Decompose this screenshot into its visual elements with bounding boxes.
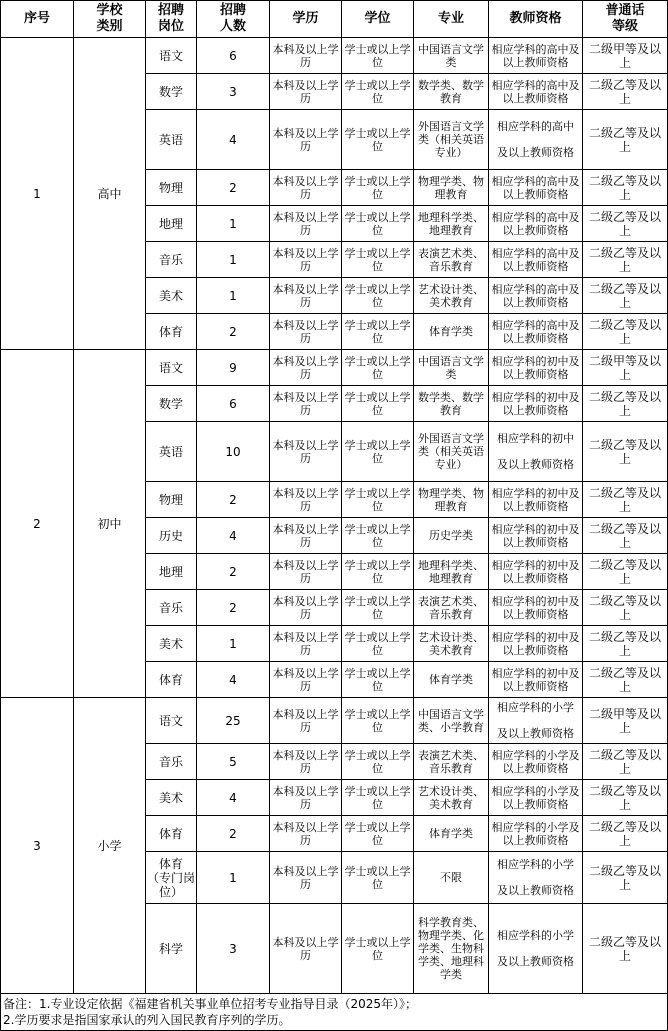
count-cell: 1 xyxy=(197,242,270,278)
table-body xyxy=(1,38,668,994)
education-cell: 本科及以上学历 xyxy=(270,170,342,206)
teacher-cert-cell: 相应学科的小学及以上教师资格 xyxy=(489,816,583,852)
table-row xyxy=(1,698,668,744)
count-cell: 2 xyxy=(197,816,270,852)
teacher-cert-cell: 相应学科的小学 及以上教师资格 xyxy=(489,698,583,744)
mandarin-cell: 二级乙等及以上 xyxy=(583,518,668,554)
count-cell: 2 xyxy=(197,482,270,518)
post-cell: 体育 xyxy=(146,662,197,698)
count-cell: 2 xyxy=(197,170,270,206)
teacher-cert-cell: 相应学科的高中及以上教师资格 xyxy=(489,242,583,278)
degree-cell: 学士或以上学位 xyxy=(342,74,414,110)
count-cell: 3 xyxy=(197,904,270,994)
major-cell: 艺术设计类、美术教育 xyxy=(414,278,489,314)
education-cell: 本科及以上学历 xyxy=(270,816,342,852)
mandarin-cell: 二级甲等及以上 xyxy=(583,350,668,386)
school-type: 初中 xyxy=(74,350,146,698)
count-cell: 4 xyxy=(197,518,270,554)
post-cell: 语文 xyxy=(146,698,197,744)
teacher-cert-cell: 相应学科的高中及以上教师资格 xyxy=(489,170,583,206)
count-cell: 25 xyxy=(197,698,270,744)
mandarin-cell: 二级甲等及以上 xyxy=(583,38,668,74)
major-cell: 物理学类、物理教育 xyxy=(414,482,489,518)
teacher-cert-cell: 相应学科的小学 及以上教师资格 xyxy=(489,852,583,904)
header-teacher-cert: 教师资格 xyxy=(489,1,583,38)
major-cell: 物理学类、物理教育 xyxy=(414,170,489,206)
school-type: 高中 xyxy=(74,38,146,350)
education-cell: 本科及以上学历 xyxy=(270,278,342,314)
teacher-cert-cell: 相应学科的初中及以上教师资格 xyxy=(489,662,583,698)
education-cell: 本科及以上学历 xyxy=(270,852,342,904)
header-mandarin: 普通话 等级 xyxy=(583,1,668,38)
mandarin-cell: 二级乙等及以上 xyxy=(583,242,668,278)
degree-cell: 学士或以上学位 xyxy=(342,904,414,994)
education-cell: 本科及以上学历 xyxy=(270,314,342,350)
mandarin-cell: 二级乙等及以上 xyxy=(583,386,668,422)
mandarin-cell: 二级乙等及以上 xyxy=(583,278,668,314)
degree-cell: 学士或以上学位 xyxy=(342,206,414,242)
table-row xyxy=(1,350,668,386)
header-count: 招聘 人数 xyxy=(197,1,270,38)
post-cell: 语文 xyxy=(146,350,197,386)
teacher-cert-cell: 相应学科的初中及以上教师资格 xyxy=(489,554,583,590)
post-cell: 地理 xyxy=(146,206,197,242)
education-cell: 本科及以上学历 xyxy=(270,350,342,386)
major-cell: 外国语言文学类（相关英语专业） xyxy=(414,422,489,482)
education-cell: 本科及以上学历 xyxy=(270,242,342,278)
education-cell: 本科及以上学历 xyxy=(270,38,342,74)
note-line: 备注：1.专业设定依据《福建省机关事业单位招考专业指导目录（2025年）》； xyxy=(3,997,417,1011)
major-cell: 中国语言文学类、小学教育 xyxy=(414,698,489,744)
degree-cell: 学士或以上学位 xyxy=(342,518,414,554)
major-cell: 数学类、数学教育 xyxy=(414,74,489,110)
post-cell: 数学 xyxy=(146,74,197,110)
mandarin-cell: 二级乙等及以上 xyxy=(583,74,668,110)
mandarin-cell: 二级乙等及以上 xyxy=(583,206,668,242)
school-type: 小学 xyxy=(74,698,146,994)
header-major: 专业 xyxy=(414,1,489,38)
teacher-cert-cell: 相应学科的初中及以上教师资格 xyxy=(489,518,583,554)
post-cell: 英语 xyxy=(146,110,197,170)
post-cell: 美术 xyxy=(146,278,197,314)
teacher-cert-cell: 相应学科的高中 及以上教师资格 xyxy=(489,110,583,170)
post-cell: 物理 xyxy=(146,170,197,206)
education-cell: 本科及以上学历 xyxy=(270,482,342,518)
count-cell: 4 xyxy=(197,110,270,170)
count-cell: 1 xyxy=(197,852,270,904)
major-cell: 不限 xyxy=(414,852,489,904)
post-cell: 音乐 xyxy=(146,590,197,626)
major-cell: 地理科学类、地理教育 xyxy=(414,554,489,590)
teacher-cert-cell: 相应学科的小学及以上教师资格 xyxy=(489,780,583,816)
row-number: 3 xyxy=(1,698,74,994)
major-cell: 艺术设计类、美术教育 xyxy=(414,780,489,816)
teacher-cert-cell: 相应学科的高中及以上教师资格 xyxy=(489,206,583,242)
mandarin-cell: 二级甲等及以上 xyxy=(583,698,668,744)
education-cell: 本科及以上学历 xyxy=(270,744,342,780)
teacher-cert-cell: 相应学科的高中及以上教师资格 xyxy=(489,278,583,314)
post-cell: 英语 xyxy=(146,422,197,482)
education-cell: 本科及以上学历 xyxy=(270,386,342,422)
teacher-cert-cell: 相应学科的初中及以上教师资格 xyxy=(489,590,583,626)
degree-cell: 学士或以上学位 xyxy=(342,386,414,422)
post-cell: 体育 xyxy=(146,816,197,852)
header-degree: 学位 xyxy=(342,1,414,38)
mandarin-cell: 二级乙等及以上 xyxy=(583,314,668,350)
header-education: 学历 xyxy=(270,1,342,38)
mandarin-cell: 二级乙等及以上 xyxy=(583,904,668,994)
major-cell: 外国语言文学类（相关英语专业） xyxy=(414,110,489,170)
education-cell: 本科及以上学历 xyxy=(270,518,342,554)
count-cell: 4 xyxy=(197,780,270,816)
note-line: 2.学历要求是指国家承认的列入国民教育序列的学历。 xyxy=(3,1013,291,1027)
degree-cell: 学士或以上学位 xyxy=(342,422,414,482)
count-cell: 5 xyxy=(197,744,270,780)
degree-cell: 学士或以上学位 xyxy=(342,780,414,816)
post-cell: 历史 xyxy=(146,518,197,554)
teacher-cert-cell: 相应学科的高中及以上教师资格 xyxy=(489,38,583,74)
degree-cell: 学士或以上学位 xyxy=(342,816,414,852)
header-row xyxy=(1,1,668,38)
post-cell: 体育 （专门岗位） xyxy=(146,852,197,904)
major-cell: 体育学类 xyxy=(414,662,489,698)
teacher-cert-cell: 相应学科的初中 及以上教师资格 xyxy=(489,422,583,482)
notes-cell xyxy=(1,994,668,1031)
major-cell: 体育学类 xyxy=(414,816,489,852)
mandarin-cell: 二级乙等及以上 xyxy=(583,590,668,626)
education-cell: 本科及以上学历 xyxy=(270,626,342,662)
mandarin-cell: 二级乙等及以上 xyxy=(583,744,668,780)
education-cell: 本科及以上学历 xyxy=(270,780,342,816)
mandarin-cell: 二级乙等及以上 xyxy=(583,662,668,698)
degree-cell: 学士或以上学位 xyxy=(342,278,414,314)
post-cell: 物理 xyxy=(146,482,197,518)
count-cell: 1 xyxy=(197,626,270,662)
post-cell: 数学 xyxy=(146,386,197,422)
major-cell: 艺术设计类、美术教育 xyxy=(414,626,489,662)
table-row xyxy=(1,38,668,74)
degree-cell: 学士或以上学位 xyxy=(342,38,414,74)
major-cell: 表演艺术类、音乐教育 xyxy=(414,744,489,780)
education-cell: 本科及以上学历 xyxy=(270,422,342,482)
teacher-cert-cell: 相应学科的高中及以上教师资格 xyxy=(489,74,583,110)
header-post: 招聘 岗位 xyxy=(146,1,197,38)
mandarin-cell: 二级乙等及以上 xyxy=(583,852,668,904)
post-cell: 美术 xyxy=(146,626,197,662)
major-cell: 科学教育类、物理学类、化学类、生物科学类、地理科学类 xyxy=(414,904,489,994)
major-cell: 数学类、数学教育 xyxy=(414,386,489,422)
post-cell: 体育 xyxy=(146,314,197,350)
post-cell: 科学 xyxy=(146,904,197,994)
degree-cell: 学士或以上学位 xyxy=(342,110,414,170)
count-cell: 9 xyxy=(197,350,270,386)
education-cell: 本科及以上学历 xyxy=(270,662,342,698)
major-cell: 表演艺术类、音乐教育 xyxy=(414,590,489,626)
mandarin-cell: 二级乙等及以上 xyxy=(583,554,668,590)
count-cell: 3 xyxy=(197,74,270,110)
count-cell: 6 xyxy=(197,386,270,422)
major-cell: 地理科学类、地理教育 xyxy=(414,206,489,242)
teacher-cert-cell: 相应学科的小学 及以上教师资格 xyxy=(489,904,583,994)
education-cell: 本科及以上学历 xyxy=(270,554,342,590)
major-cell: 表演艺术类、音乐教育 xyxy=(414,242,489,278)
degree-cell: 学士或以上学位 xyxy=(342,698,414,744)
major-cell: 中国语言文学类 xyxy=(414,38,489,74)
major-cell: 中国语言文学类 xyxy=(414,350,489,386)
post-cell: 音乐 xyxy=(146,242,197,278)
degree-cell: 学士或以上学位 xyxy=(342,554,414,590)
row-number: 2 xyxy=(1,350,74,698)
mandarin-cell: 二级乙等及以上 xyxy=(583,816,668,852)
degree-cell: 学士或以上学位 xyxy=(342,314,414,350)
mandarin-cell: 二级乙等及以上 xyxy=(583,626,668,662)
degree-cell: 学士或以上学位 xyxy=(342,170,414,206)
post-cell: 音乐 xyxy=(146,744,197,780)
mandarin-cell: 二级乙等及以上 xyxy=(583,780,668,816)
teacher-cert-cell: 相应学科的初中及以上教师资格 xyxy=(489,626,583,662)
count-cell: 1 xyxy=(197,278,270,314)
post-cell: 美术 xyxy=(146,780,197,816)
degree-cell: 学士或以上学位 xyxy=(342,852,414,904)
header-no: 序号 xyxy=(1,1,74,38)
education-cell: 本科及以上学历 xyxy=(270,698,342,744)
count-cell: 6 xyxy=(197,38,270,74)
count-cell: 10 xyxy=(197,422,270,482)
row-number: 1 xyxy=(1,38,74,350)
count-cell: 2 xyxy=(197,554,270,590)
mandarin-cell: 二级乙等及以上 xyxy=(583,422,668,482)
count-cell: 2 xyxy=(197,590,270,626)
mandarin-cell: 二级乙等及以上 xyxy=(583,110,668,170)
degree-cell: 学士或以上学位 xyxy=(342,662,414,698)
degree-cell: 学士或以上学位 xyxy=(342,744,414,780)
mandarin-cell: 二级乙等及以上 xyxy=(583,170,668,206)
count-cell: 1 xyxy=(197,206,270,242)
count-cell: 4 xyxy=(197,662,270,698)
teacher-cert-cell: 相应学科的小学及以上教师资格 xyxy=(489,744,583,780)
education-cell: 本科及以上学历 xyxy=(270,904,342,994)
major-cell: 体育学类 xyxy=(414,314,489,350)
teacher-cert-cell: 相应学科的初中及以上教师资格 xyxy=(489,482,583,518)
teacher-cert-cell: 相应学科的初中及以上教师资格 xyxy=(489,350,583,386)
education-cell: 本科及以上学历 xyxy=(270,74,342,110)
post-cell: 语文 xyxy=(146,38,197,74)
degree-cell: 学士或以上学位 xyxy=(342,482,414,518)
degree-cell: 学士或以上学位 xyxy=(342,350,414,386)
education-cell: 本科及以上学历 xyxy=(270,206,342,242)
major-cell: 历史学类 xyxy=(414,518,489,554)
mandarin-cell: 二级乙等及以上 xyxy=(583,482,668,518)
education-cell: 本科及以上学历 xyxy=(270,110,342,170)
degree-cell: 学士或以上学位 xyxy=(342,242,414,278)
degree-cell: 学士或以上学位 xyxy=(342,590,414,626)
teacher-cert-cell: 相应学科的高中及以上教师资格 xyxy=(489,314,583,350)
teacher-cert-cell: 相应学科的初中及以上教师资格 xyxy=(489,386,583,422)
count-cell: 2 xyxy=(197,314,270,350)
header-school-type: 学校 类别 xyxy=(74,1,146,38)
post-cell: 地理 xyxy=(146,554,197,590)
notes-row xyxy=(1,994,668,1031)
education-cell: 本科及以上学历 xyxy=(270,590,342,626)
degree-cell: 学士或以上学位 xyxy=(342,626,414,662)
